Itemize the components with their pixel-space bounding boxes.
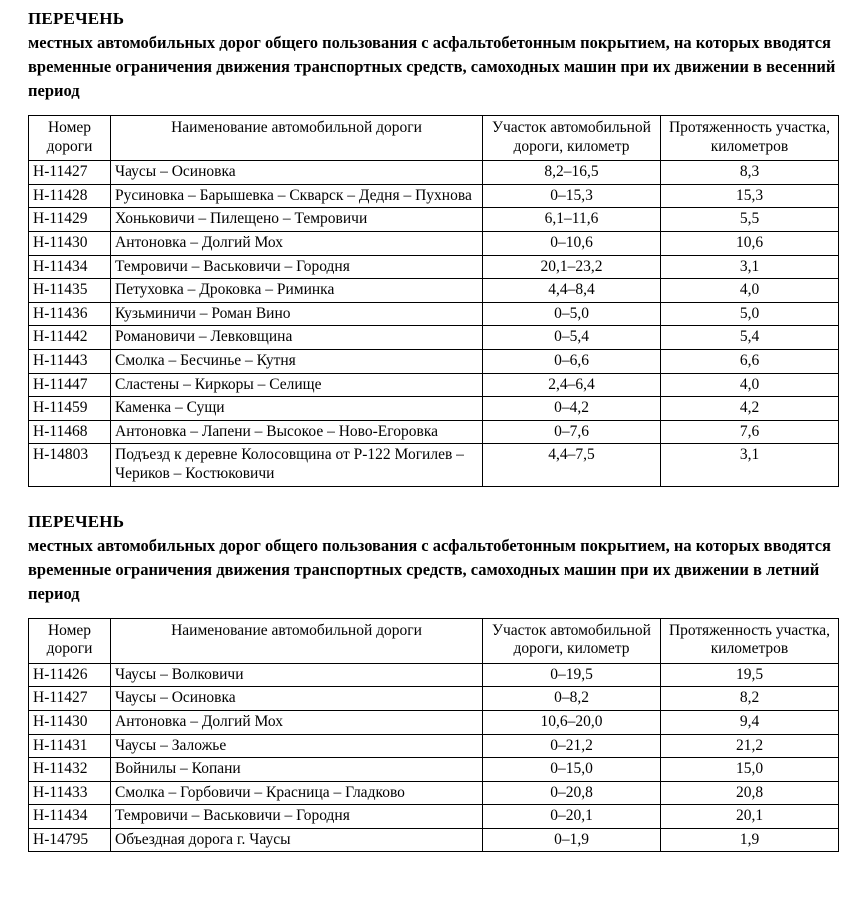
cell-length: 15,3 [661,184,839,208]
cell-length: 3,1 [661,255,839,279]
section-summer [0,487,862,853]
column-header-name: Наименование автомобильной дороги [111,618,483,663]
table-header-row [29,116,839,161]
cell-segment: 0–5,4 [483,326,661,350]
cell-segment: 0–10,6 [483,231,661,255]
cell-length: 10,6 [661,231,839,255]
cell-segment: 0–20,1 [483,805,661,829]
table-row [29,663,839,687]
cell-length: 4,0 [661,279,839,303]
cell-name: Чаусы – Волковичи [111,663,483,687]
cell-number: Н-11430 [29,231,111,255]
column-header-length: Протяженность участка, километров [661,116,839,161]
cell-segment: 4,4–8,4 [483,279,661,303]
cell-length: 4,2 [661,397,839,421]
cell-name: Антоновка – Долгий Мох [111,710,483,734]
cell-segment: 0–15,3 [483,184,661,208]
table-row [29,758,839,782]
cell-segment: 0–21,2 [483,734,661,758]
cell-name: Подъезд к деревне Колосовщина от Р-122 Могилев – Чериков – Костюковичи [111,444,483,486]
cell-number: Н-11436 [29,302,111,326]
table-row [29,231,839,255]
cell-length: 15,0 [661,758,839,782]
cell-name: Темровичи – Васьковичи – Городня [111,805,483,829]
cell-name: Сластены – Киркоры – Селище [111,373,483,397]
cell-name: Объездная дорога г. Чаусы [111,828,483,852]
table-row [29,828,839,852]
cell-length: 3,1 [661,444,839,486]
cell-name: Хоньковичи – Пилещено – Темровичи [111,208,483,232]
table-row [29,161,839,185]
cell-name: Смолка – Горбовичи – Красница – Гладково [111,781,483,805]
cell-name: Чаусы – Заложье [111,734,483,758]
table-row [29,710,839,734]
cell-name: Русиновка – Барышевка – Скварск – Дедня – Пухнова [111,184,483,208]
heading-block-spring [28,8,838,103]
heading-block-summer [28,511,838,606]
cell-name: Антоновка – Лапени – Высокое – Ново-Егоровка [111,420,483,444]
cell-length: 5,0 [661,302,839,326]
cell-segment: 0–4,2 [483,397,661,421]
cell-segment: 0–19,5 [483,663,661,687]
table-row [29,279,839,303]
column-header-segment: Участок автомобильной дороги, километр [483,618,661,663]
table-row [29,349,839,373]
cell-number: Н-11447 [29,373,111,397]
page-title-spring: ПЕРЕЧЕНЬ [28,9,125,28]
cell-number: Н-11430 [29,710,111,734]
cell-length: 4,0 [661,373,839,397]
cell-number: Н-11428 [29,184,111,208]
cell-name: Антоновка – Долгий Мох [111,231,483,255]
cell-number: Н-11431 [29,734,111,758]
table-row [29,326,839,350]
page-subtitle-summer: местных автомобильных дорог общего пользования с асфальтобетонным покрытием, на которых вводятся временные ограничения движения транспортных средств, самоходных машин при их движении в летний период [28,535,831,603]
table-row [29,420,839,444]
cell-length: 5,5 [661,208,839,232]
cell-segment: 8,2–16,5 [483,161,661,185]
table-row [29,687,839,711]
cell-segment: 4,4–7,5 [483,444,661,486]
cell-segment: 0–8,2 [483,687,661,711]
cell-number: Н-11432 [29,758,111,782]
cell-number: Н-11442 [29,326,111,350]
cell-segment: 6,1–11,6 [483,208,661,232]
column-header-segment: Участок автомобильной дороги, километр [483,116,661,161]
column-header-number: Номер дороги [29,618,111,663]
table-row [29,373,839,397]
cell-name: Темровичи – Васьковичи – Городня [111,255,483,279]
cell-name: Каменка – Сущи [111,397,483,421]
cell-name: Войнилы – Копани [111,758,483,782]
cell-name: Чаусы – Осиновка [111,161,483,185]
cell-name: Кузьминичи – Роман Вино [111,302,483,326]
cell-name: Чаусы – Осиновка [111,687,483,711]
cell-length: 20,1 [661,805,839,829]
cell-length: 9,4 [661,710,839,734]
roads-table-summer [28,618,839,853]
cell-length: 20,8 [661,781,839,805]
table-row [29,805,839,829]
table-row [29,397,839,421]
cell-segment: 2,4–6,4 [483,373,661,397]
cell-segment: 20,1–23,2 [483,255,661,279]
cell-number: Н-14803 [29,444,111,486]
cell-name: Смолка – Бесчинье – Кутня [111,349,483,373]
table-row [29,184,839,208]
table-row [29,255,839,279]
cell-number: Н-14795 [29,828,111,852]
cell-segment: 10,6–20,0 [483,710,661,734]
cell-segment: 0–20,8 [483,781,661,805]
cell-number: Н-11435 [29,279,111,303]
cell-number: Н-11429 [29,208,111,232]
table-row [29,302,839,326]
cell-number: Н-11459 [29,397,111,421]
cell-number: Н-11468 [29,420,111,444]
cell-name: Петуховка – Дроковка – Риминка [111,279,483,303]
cell-length: 21,2 [661,734,839,758]
cell-length: 8,2 [661,687,839,711]
cell-segment: 0–7,6 [483,420,661,444]
cell-segment: 0–15,0 [483,758,661,782]
table-row [29,734,839,758]
cell-number: Н-11434 [29,805,111,829]
cell-length: 6,6 [661,349,839,373]
cell-number: Н-11434 [29,255,111,279]
cell-length: 19,5 [661,663,839,687]
cell-number: Н-11443 [29,349,111,373]
cell-length: 8,3 [661,161,839,185]
table-row [29,781,839,805]
cell-number: Н-11427 [29,161,111,185]
table-header-row [29,618,839,663]
page-title-summer: ПЕРЕЧЕНЬ [28,511,125,531]
column-header-name: Наименование автомобильной дороги [111,116,483,161]
cell-number: Н-11427 [29,687,111,711]
cell-number: Н-11426 [29,663,111,687]
cell-segment: 0–1,9 [483,828,661,852]
cell-segment: 0–5,0 [483,302,661,326]
cell-name: Романовичи – Левковщина [111,326,483,350]
cell-length: 1,9 [661,828,839,852]
column-header-number: Номер дороги [29,116,111,161]
column-header-length: Протяженность участка, километров [661,618,839,663]
cell-number: Н-11433 [29,781,111,805]
table-row [29,444,839,486]
cell-length: 5,4 [661,326,839,350]
cell-length: 7,6 [661,420,839,444]
cell-segment: 0–6,6 [483,349,661,373]
roads-table-spring [28,115,839,487]
table-row [29,208,839,232]
page-subtitle-spring: местных автомобильных дорог общего пользования с асфальтобетонным покрытием, на которых вводятся временные ограничения движения транспортных средств, самоходных машин при их движении в весенний период [28,33,836,101]
